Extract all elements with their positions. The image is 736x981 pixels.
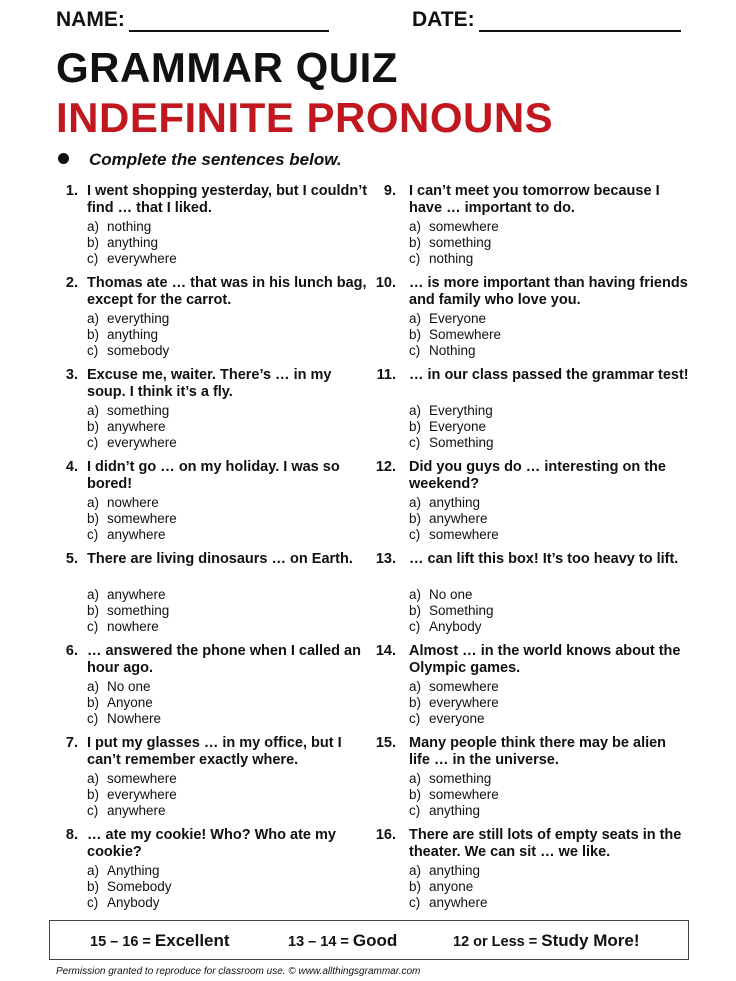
answer-option xyxy=(87,803,177,819)
answer-options xyxy=(87,311,169,359)
copyright-footer: Permission granted to reproduce for classroom use. © www.allthingsgrammar.com xyxy=(56,966,421,977)
answer-option xyxy=(87,711,161,727)
question-text: I went shopping yesterday, but I couldn’t find … that I liked. xyxy=(87,183,368,216)
option-text: everywhere xyxy=(107,787,177,802)
question-text: Almost … in the world knows about the Olympic games. xyxy=(409,643,681,676)
question-number: 5. xyxy=(65,551,78,567)
quiz-subtitle: INDEFINITE PRONOUNS xyxy=(56,94,554,141)
answer-option xyxy=(409,879,488,895)
option-letter: a) xyxy=(87,679,100,694)
option-letter: c) xyxy=(87,619,99,634)
answer-option xyxy=(409,343,501,359)
question-number: 10. xyxy=(375,275,396,291)
question-text: Did you guys do … interesting on the weekend? xyxy=(409,459,666,492)
answer-options xyxy=(87,863,172,911)
question-item xyxy=(50,735,370,827)
option-text: anything xyxy=(429,495,481,510)
option-letter: b) xyxy=(87,419,100,434)
option-letter: a) xyxy=(409,587,422,602)
score-key-box xyxy=(49,920,689,960)
option-letter: b) xyxy=(409,327,422,342)
option-text: something xyxy=(107,603,170,618)
option-letter: c) xyxy=(87,251,99,266)
option-text: Something xyxy=(429,435,494,450)
question-text: Excuse me, waiter. There’s … in my soup. I think it’s a fly. xyxy=(87,367,332,400)
answer-option xyxy=(409,803,499,819)
header-row xyxy=(56,8,686,38)
question-text: There are living dinosaurs … on Earth. xyxy=(87,551,353,567)
option-letter: b) xyxy=(409,419,422,434)
answer-options xyxy=(87,679,161,727)
name-field xyxy=(56,8,329,32)
option-text: nowhere xyxy=(107,619,159,634)
instruction xyxy=(58,150,342,170)
score-rating: Excellent xyxy=(154,931,230,950)
option-text: anything xyxy=(429,803,481,818)
option-text: Everyone xyxy=(429,419,487,434)
answer-options xyxy=(409,771,499,819)
option-letter: b) xyxy=(87,787,100,802)
question-number: 4. xyxy=(65,459,78,475)
question-text: I can’t meet you tomorrow because I have … important to do. xyxy=(409,183,660,216)
option-letter: b) xyxy=(87,879,100,894)
question-text: … in our class passed the grammar test! xyxy=(409,367,689,383)
answer-options xyxy=(409,679,499,727)
option-letter: c) xyxy=(87,343,99,358)
option-text: Somewhere xyxy=(429,327,502,342)
question-text: I put my glasses … in my office, but I can’t remember exactly where. xyxy=(87,735,342,768)
answer-option xyxy=(87,343,169,359)
option-letter: c) xyxy=(409,251,421,266)
question-item xyxy=(372,735,692,827)
option-letter: c) xyxy=(87,803,99,818)
question-number: 7. xyxy=(65,735,78,751)
option-text: Nowhere xyxy=(107,711,162,726)
question-item xyxy=(372,183,692,275)
question-number: 12. xyxy=(375,459,396,475)
option-text: somewhere xyxy=(429,679,499,694)
score-range: 13 – 14 = xyxy=(288,934,349,950)
question-item xyxy=(50,551,370,643)
question-item xyxy=(372,275,692,367)
option-text: anywhere xyxy=(429,511,488,526)
option-letter: a) xyxy=(87,403,100,418)
score-excellent xyxy=(90,931,230,951)
option-text: Everything xyxy=(429,403,493,418)
option-letter: c) xyxy=(409,343,421,358)
option-letter: a) xyxy=(409,219,422,234)
option-text: anything xyxy=(429,863,481,878)
name-blank-line xyxy=(129,10,329,32)
option-text: somebody xyxy=(107,343,170,358)
answer-option xyxy=(409,511,499,527)
answer-option xyxy=(409,327,501,343)
option-letter: b) xyxy=(409,603,422,618)
option-text: anything xyxy=(107,235,159,250)
answer-option xyxy=(87,251,177,267)
answer-options xyxy=(409,587,494,635)
question-item xyxy=(372,827,692,919)
option-letter: b) xyxy=(409,787,422,802)
answer-option xyxy=(87,403,177,419)
option-text: everyone xyxy=(429,711,485,726)
option-letter: b) xyxy=(87,695,100,710)
option-text: everywhere xyxy=(429,695,499,710)
option-letter: a) xyxy=(409,863,422,878)
option-letter: c) xyxy=(87,711,99,726)
question-item xyxy=(372,459,692,551)
answer-option xyxy=(409,695,499,711)
question-item xyxy=(372,367,692,459)
question-number: 3. xyxy=(65,367,78,383)
option-letter: c) xyxy=(87,527,99,542)
answer-option xyxy=(409,619,494,635)
answer-options xyxy=(87,771,177,819)
question-text: … is more important than having friends and family who love you. xyxy=(409,275,688,308)
bullet-icon xyxy=(58,153,69,164)
option-text: Somebody xyxy=(107,879,172,894)
option-text: something xyxy=(429,771,492,786)
option-letter: c) xyxy=(409,711,421,726)
answer-options xyxy=(409,219,499,267)
option-text: Anybody xyxy=(429,619,482,634)
date-label: DATE: xyxy=(412,8,475,31)
option-text: nothing xyxy=(429,251,474,266)
answer-option xyxy=(409,711,499,727)
answer-option xyxy=(87,587,169,603)
option-text: anyone xyxy=(429,879,474,894)
option-letter: c) xyxy=(409,803,421,818)
option-text: somewhere xyxy=(429,527,499,542)
option-text: anywhere xyxy=(107,587,166,602)
answer-option xyxy=(87,327,169,343)
option-letter: b) xyxy=(87,603,100,618)
answer-option xyxy=(87,235,177,251)
option-text: everything xyxy=(107,311,170,326)
option-letter: c) xyxy=(409,527,421,542)
option-letter: c) xyxy=(409,619,421,634)
answer-option xyxy=(409,895,488,911)
option-text: everywhere xyxy=(107,435,177,450)
question-item xyxy=(50,367,370,459)
answer-option xyxy=(87,863,172,879)
option-text: somewhere xyxy=(429,219,499,234)
option-text: Anyone xyxy=(107,695,153,710)
questions-right-column xyxy=(372,183,692,919)
option-text: something xyxy=(429,235,492,250)
option-letter: b) xyxy=(409,235,422,250)
option-text: nowhere xyxy=(107,495,159,510)
question-number: 1. xyxy=(65,183,78,199)
answer-option xyxy=(409,679,499,695)
answer-option xyxy=(409,251,499,267)
option-letter: c) xyxy=(87,895,99,910)
answer-option xyxy=(87,895,172,911)
option-letter: a) xyxy=(87,587,100,602)
option-letter: a) xyxy=(409,311,422,326)
answer-option xyxy=(409,403,494,419)
option-text: Something xyxy=(429,603,494,618)
answer-option xyxy=(87,787,177,803)
answer-option xyxy=(87,879,172,895)
question-number: 13. xyxy=(375,551,396,567)
option-text: anywhere xyxy=(429,895,488,910)
answer-options xyxy=(87,219,177,267)
question-item xyxy=(372,551,692,643)
question-number: 2. xyxy=(65,275,78,291)
option-text: anywhere xyxy=(107,527,166,542)
answer-option xyxy=(409,311,501,327)
question-item xyxy=(372,643,692,735)
option-letter: a) xyxy=(87,311,100,326)
option-letter: b) xyxy=(87,235,100,250)
option-letter: a) xyxy=(409,679,422,694)
instruction-text: Complete the sentences below. xyxy=(89,150,342,169)
score-range: 12 or Less = xyxy=(453,934,538,950)
answer-options xyxy=(87,403,177,451)
answer-option xyxy=(409,527,499,543)
answer-option xyxy=(87,695,161,711)
option-text: anywhere xyxy=(107,419,166,434)
option-letter: b) xyxy=(87,511,100,526)
option-letter: a) xyxy=(87,863,100,878)
name-label: NAME: xyxy=(56,8,125,31)
option-text: anywhere xyxy=(107,803,166,818)
questions-left-column xyxy=(50,183,370,919)
answer-options xyxy=(409,311,501,359)
answer-options xyxy=(87,495,177,543)
answer-option xyxy=(409,587,494,603)
option-letter: a) xyxy=(409,495,422,510)
option-text: No one xyxy=(429,587,473,602)
answer-option xyxy=(87,603,169,619)
option-text: something xyxy=(107,403,170,418)
option-text: Everyone xyxy=(429,311,487,326)
question-text: Many people think there may be alien life … in the universe. xyxy=(409,735,667,768)
answer-option xyxy=(409,863,488,879)
question-number: 11. xyxy=(376,367,396,383)
answer-option xyxy=(409,435,494,451)
option-text: somewhere xyxy=(107,771,177,786)
score-range: 15 – 16 = xyxy=(90,934,151,950)
option-letter: a) xyxy=(409,771,422,786)
question-text: … can lift this box! It’s too heavy to lift. xyxy=(409,551,679,567)
answer-option xyxy=(87,511,177,527)
option-letter: b) xyxy=(87,327,100,342)
option-letter: a) xyxy=(409,403,422,418)
answer-option xyxy=(87,495,177,511)
option-text: somewhere xyxy=(107,511,177,526)
option-letter: a) xyxy=(87,219,100,234)
answer-option xyxy=(87,619,169,635)
answer-option xyxy=(87,219,177,235)
option-letter: b) xyxy=(409,511,422,526)
option-letter: c) xyxy=(87,435,99,450)
answer-option xyxy=(409,787,499,803)
answer-option xyxy=(409,495,499,511)
score-good xyxy=(288,931,397,951)
question-text: I didn’t go … on my holiday. I was so bored! xyxy=(87,459,340,492)
option-letter: c) xyxy=(409,895,421,910)
question-text: … answered the phone when I called an hour ago. xyxy=(87,643,361,676)
answer-options xyxy=(409,495,499,543)
date-field xyxy=(412,8,681,32)
option-letter: b) xyxy=(409,879,422,894)
score-rating: Good xyxy=(352,931,398,950)
option-letter: c) xyxy=(409,435,421,450)
answer-options xyxy=(409,863,488,911)
option-text: Anything xyxy=(107,863,160,878)
answer-option xyxy=(409,603,494,619)
answer-option xyxy=(409,771,499,787)
date-blank-line xyxy=(479,10,681,32)
question-number: 9. xyxy=(383,183,396,199)
option-letter: a) xyxy=(87,495,100,510)
question-item xyxy=(50,827,370,919)
answer-option xyxy=(87,771,177,787)
option-letter: b) xyxy=(409,695,422,710)
question-number: 15. xyxy=(375,735,396,751)
answer-option xyxy=(87,311,169,327)
answer-option xyxy=(87,679,161,695)
answer-option xyxy=(409,419,494,435)
question-number: 8. xyxy=(65,827,78,843)
answer-option xyxy=(409,219,499,235)
answer-options xyxy=(87,587,169,635)
question-item xyxy=(50,643,370,735)
answer-options xyxy=(409,403,494,451)
answer-option xyxy=(409,235,499,251)
option-text: everywhere xyxy=(107,251,177,266)
score-rating: Study More! xyxy=(541,931,640,950)
question-text: There are still lots of empty seats in the theater. We can sit … we like. xyxy=(409,827,682,860)
option-text: anything xyxy=(107,327,159,342)
question-item xyxy=(50,183,370,275)
option-text: nothing xyxy=(107,219,152,234)
question-text: Thomas ate … that was in his lunch bag, except for the carrot. xyxy=(87,275,367,308)
question-number: 16. xyxy=(375,827,396,843)
score-study-more xyxy=(453,931,640,951)
option-text: somewhere xyxy=(429,787,499,802)
answer-option xyxy=(87,419,177,435)
question-item xyxy=(50,275,370,367)
option-text: No one xyxy=(107,679,151,694)
option-text: Anybody xyxy=(107,895,160,910)
option-letter: a) xyxy=(87,771,100,786)
question-item xyxy=(50,459,370,551)
option-text: Nothing xyxy=(429,343,476,358)
question-number: 6. xyxy=(65,643,78,659)
question-number: 14. xyxy=(375,643,396,659)
quiz-title: GRAMMAR QUIZ xyxy=(56,44,398,91)
answer-option xyxy=(87,435,177,451)
answer-option xyxy=(87,527,177,543)
question-text: … ate my cookie! Who? Who ate my cookie? xyxy=(87,827,336,860)
